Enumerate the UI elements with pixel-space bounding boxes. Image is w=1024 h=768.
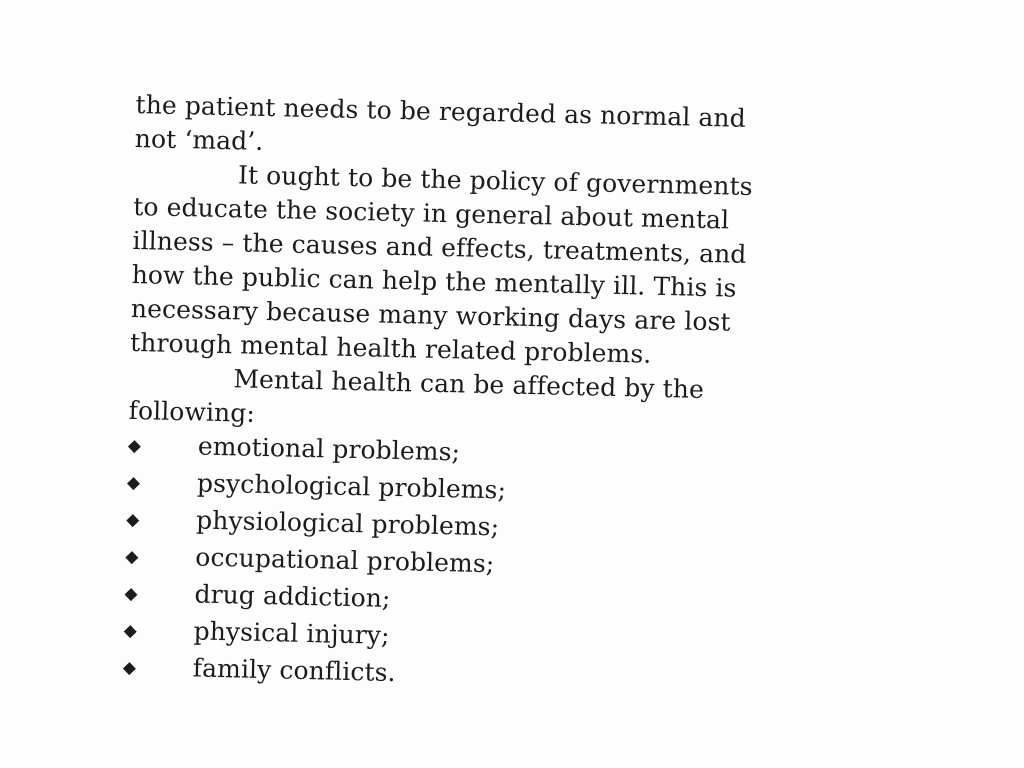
text-line: Mental health can be affected by the	[233, 364, 705, 404]
text-line: not ‘mad’.	[134, 123, 264, 156]
list-item-text: physical injury;	[193, 616, 390, 650]
list-item-text: drug addiction;	[194, 579, 391, 613]
text-line: through mental health related problems.	[129, 327, 652, 369]
text-line: necessary because many working days are lost	[130, 293, 731, 337]
text-line: illness – the causes and effects, treatments, and	[132, 225, 747, 269]
text-line: how the public can help the mentally ill. This is	[131, 259, 737, 303]
list-item-text: occupational problems;	[195, 542, 495, 579]
text-line: to educate the society in general about mental	[132, 191, 730, 235]
list-item-text: emotional problems;	[197, 431, 461, 467]
text-line: the patient needs to be regarded as normal and	[135, 89, 747, 133]
list-item-text: psychological problems;	[196, 468, 507, 505]
list-item-text: physiological problems;	[195, 505, 500, 542]
paragraph-government-policy	[130, 156, 824, 376]
diamond-bullet-icon: ◆	[127, 435, 142, 457]
document-body	[122, 88, 825, 703]
text-line: It ought to be the policy of governments	[237, 160, 753, 202]
diamond-bullet-icon: ◆	[126, 472, 141, 494]
list-item-text: family conflicts.	[192, 653, 396, 688]
diamond-bullet-icon: ◆	[123, 620, 138, 642]
factors-list	[122, 428, 818, 703]
diamond-bullet-icon: ◆	[122, 657, 137, 679]
diamond-bullet-icon: ◆	[124, 583, 138, 605]
text-line: following:	[128, 395, 256, 428]
diamond-bullet-icon: ◆	[125, 546, 139, 568]
diamond-bullet-icon: ◆	[125, 509, 140, 531]
